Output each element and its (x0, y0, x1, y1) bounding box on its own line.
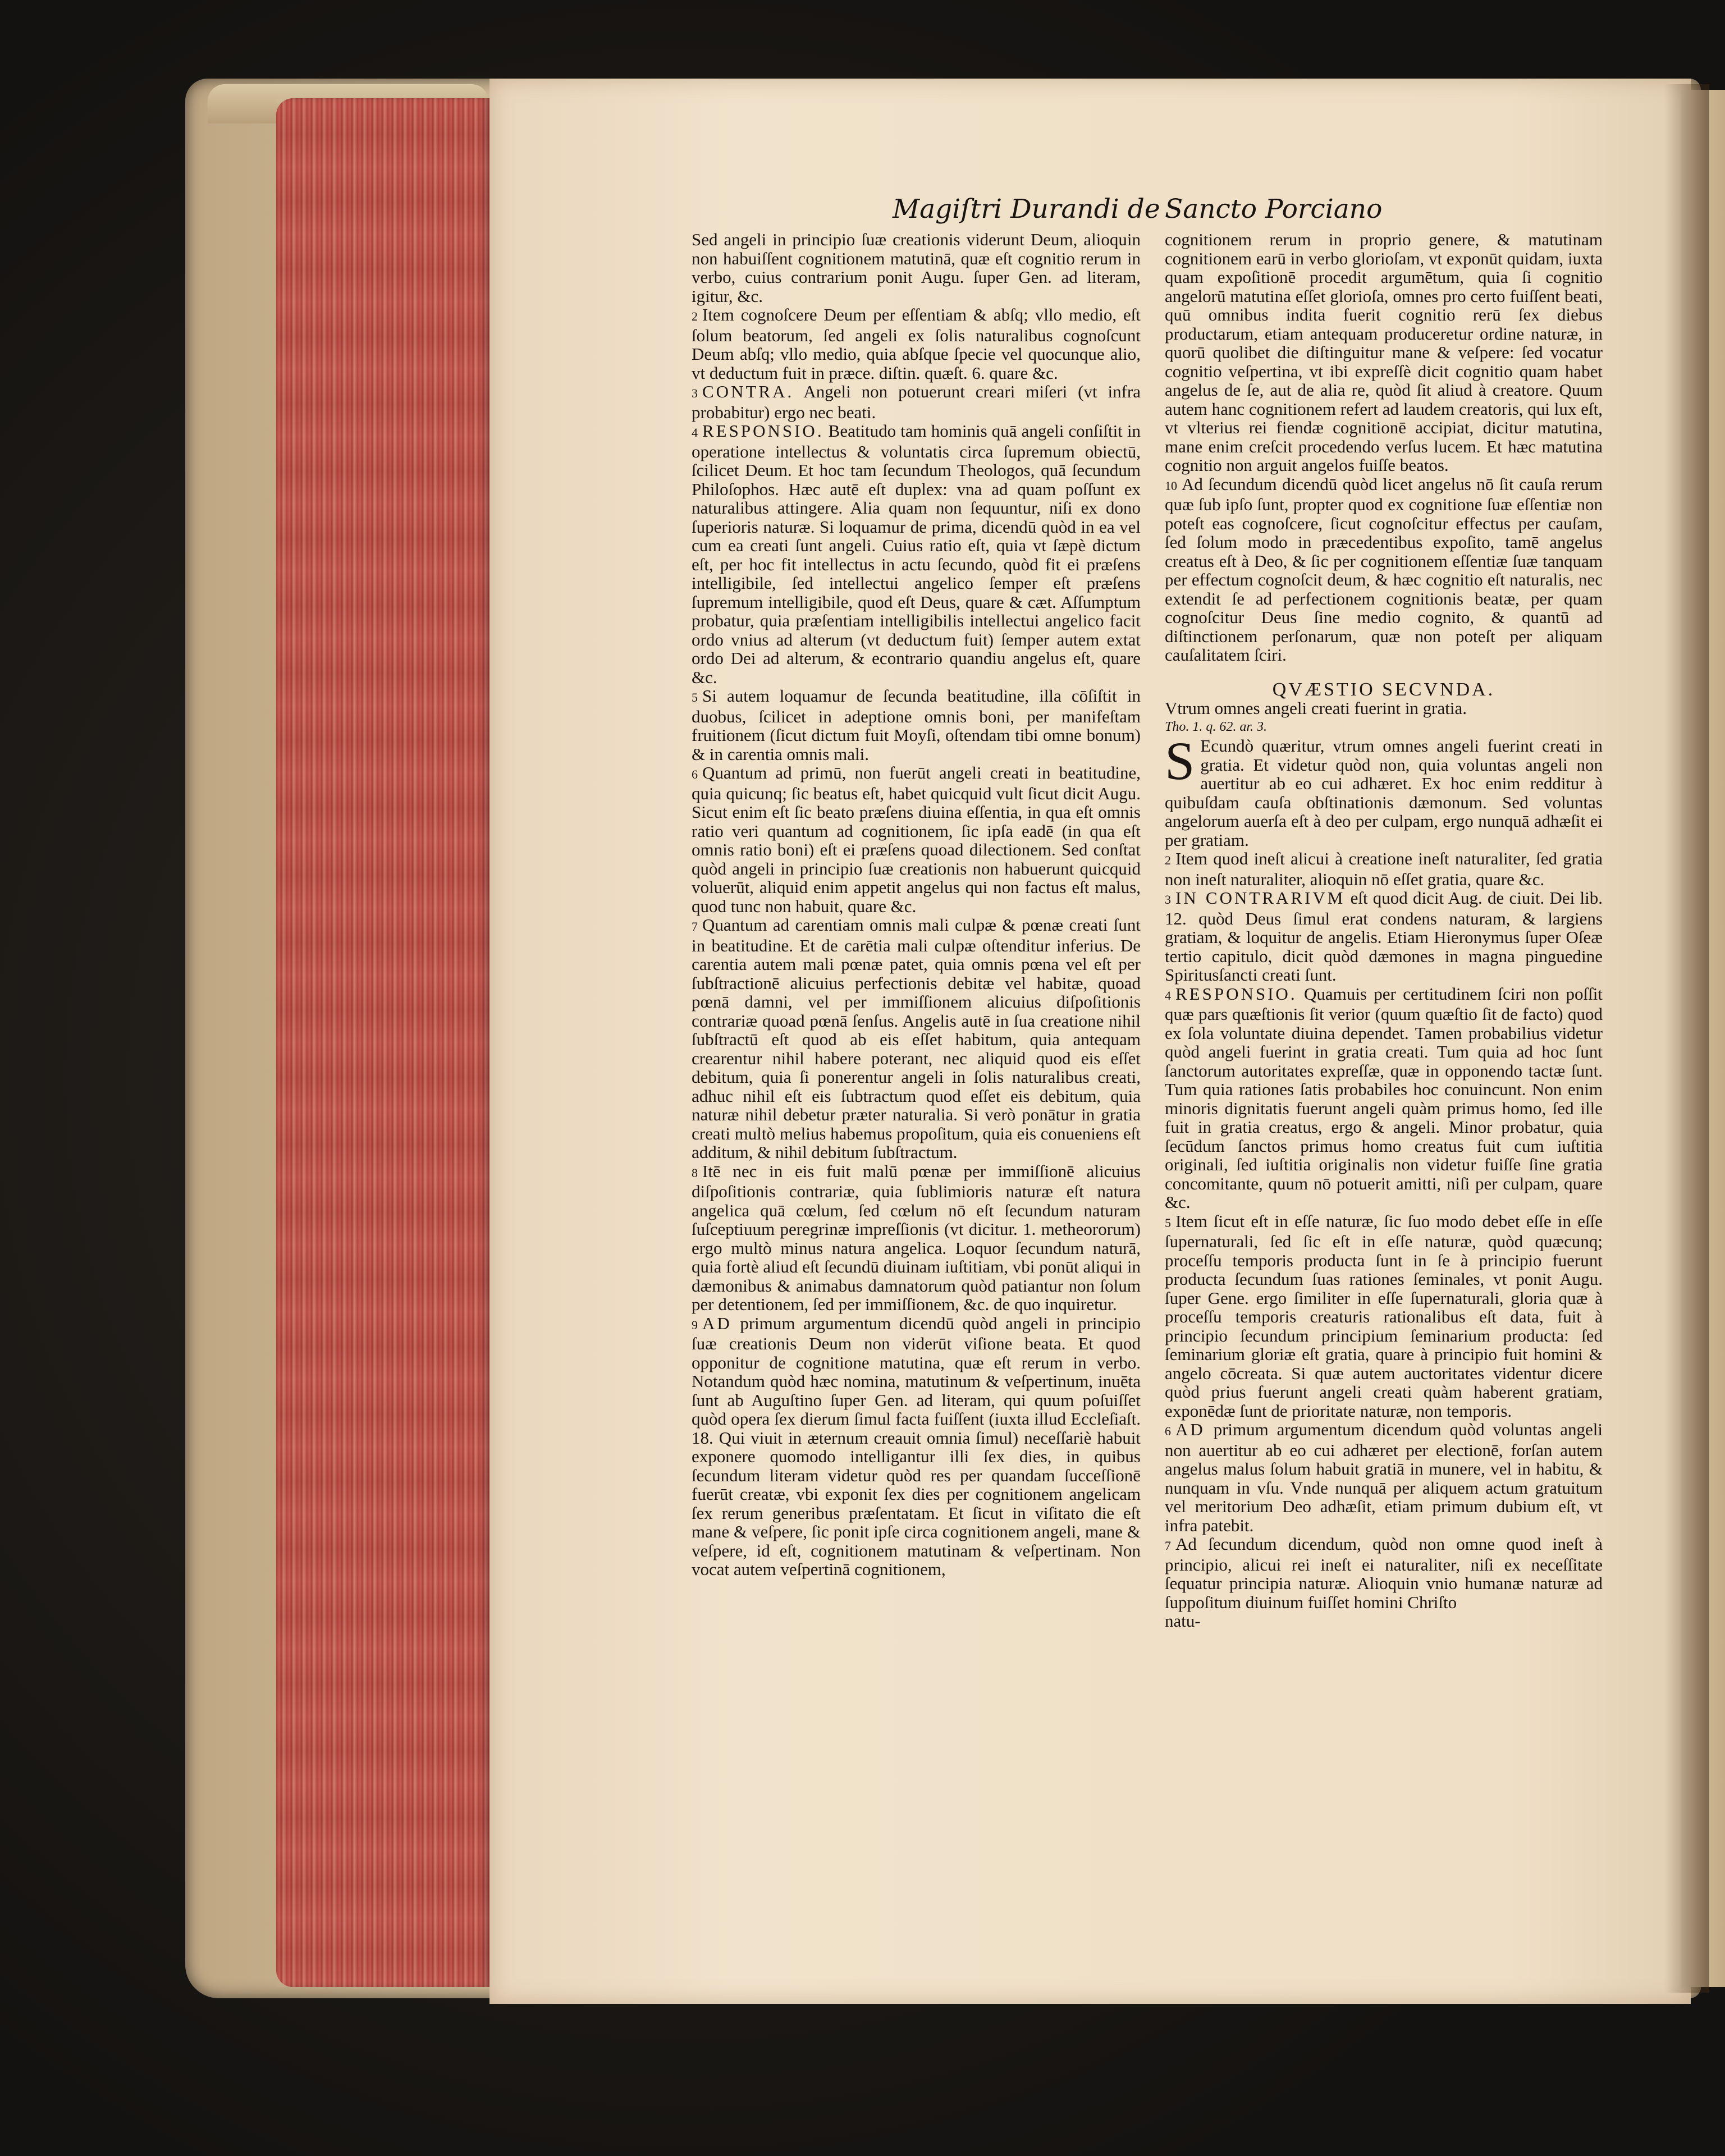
section-lead-word: CONTRA. (702, 382, 794, 401)
paragraph-number: 7 (1165, 1539, 1171, 1553)
paragraph (692, 1162, 1141, 1314)
paragraph-text: Item quod ineſt alicui à creatione ineſt naturaliter, ſed gratia non ineſt naturaliter, alioquin nō eſſet gratia, quare &c. (1165, 849, 1603, 889)
paragraph-number: 8 (692, 1165, 698, 1180)
paragraph-text: Quantum ad primū, non fuerūt angeli creati in beatitudine, quia quicunq; ſic beatus eſt, habet quicquid vult ſicut dicit Augu. Sicut enim eſt ſic beato præſens diuina eſſentia, in qua eſt omnis ratio veri quantum ad cognitionem, ſic ipſa eadē (in qua eſt omnis ratio boni) eſt ei præſens quoad dilectionem. Sed conſtat quòd angeli in principio ſuæ creationis non habuerunt quicquid voluerūt, aliquid enim appetit angelus qui non factus eſt malus, quod tunc non habuit, quare &c. (692, 763, 1141, 916)
paragraph (692, 1314, 1141, 1579)
right-column-continuation (1165, 230, 1603, 665)
faded-marginalia (595, 460, 679, 528)
drop-capital: S (1165, 731, 1195, 791)
paragraph-text: primum argumentum dicendum quòd voluntas angeli non auertitur ab eo cui adhæret per electionē, forſan autem angelus malus ſolum habuit gratiā in munere, vel in habitu, & nunquam in vſu. Vnde nunquā per aliquem actum gratuitum vel meritorium Deo adhæſit, etiam primum dubium eſt, vt infra patebit. (1165, 1420, 1603, 1535)
question-reference: Tho. 1. q. 62. ar. 3. (1165, 719, 1268, 734)
paragraph (1165, 985, 1603, 1212)
paragraph-text: Sed angeli in principio ſuæ creationis viderunt Deum, alioquin non habuiſſent cognitionem matutinā, quæ eſt cognitio rerum in verbo, cuius contrarium ponit Augu. ſuper Gen. ad literam, igitur, &c. (692, 230, 1141, 306)
paragraph-text: Item cognoſcere Deum per eſſentiam & abſq; vllo medio, eſt ſolum beatorum, ſed angeli ex ſolis naturalibus cognoſcunt Deum abſq; vllo medio, quia abſque ſpecie vel quocunque alio, vt deductum fuit in præce. diſtin. quæſt. 6. quare &c. (692, 305, 1141, 383)
paragraph-text: Ad ſecundum dicendum, quòd non omne quod ineſt à principio, alicui rei ineſt ei naturaliter, niſi ex neceſſitate ſequatur principia naturæ. Alioquin vnio humanæ naturæ ad ſuppoſitum diuinum fuiſſet homini Chriſto (1165, 1534, 1603, 1612)
paragraph-text: Quantum ad carentiam omnis mali culpæ & pœnæ creati ſunt in beatitudine. Et de carētia mali culpæ oſtenditur inferius. De carentia autem mali pœnæ patet, quia omnis pœna vel eſt per ſubſtractionē alicuius perfectionis debitæ vel habitæ, quoad pœnā damni, vel per immiſſionem alicuius diſpoſitionis contrariæ quoad pœnā ſenſus. Angelis autē in ſua creatione nihil ſubſtractū eſt quod ab eis eſſet habitum, quia antequam crearentur nihil habere poterant, nec aliquid quod eis eſſet debitum, quia ſi ponerentur angeli in ſolis naturalibus creati, adhuc nihil eſt eis ſubtractum quod eſſet eis debitum, quia naturæ nihil debetur præter naturalia. Si verò ponātur in gratia creati multò melius habemus propoſitum, quia eis conueniens eſt additum, & nihil debitum ſubſtractum. (692, 915, 1141, 1162)
paragraph-number: 5 (1165, 1215, 1171, 1230)
paragraph (1165, 230, 1603, 475)
paragraph (1165, 1535, 1603, 1612)
section-lead-word: RESPONSIO. (1175, 983, 1297, 1004)
paragraph-number: 7 (692, 919, 698, 933)
section-lead-word: AD (702, 1313, 732, 1333)
paragraph (692, 686, 1141, 763)
paragraph-number: 4 (1165, 988, 1171, 1003)
catchword: natu- (1165, 1611, 1201, 1631)
paragraph-text: Itē nec in eis fuit malū pœnæ per immiſſionē alicuius diſpoſitionis contrariæ, quia ſublimioris naturæ eſt natura angelica quā cœlum, ſed cœlum nō eſt ſecundum naturam ſuſceptiuum peregrinæ impreſſionis (vt dicitur. 1. metheororum) ergo multò minus natura angelica. Loquor ſecundum naturā, quia fortè aliud eſt ſecundū diuinam iuſtitiam, vbi ponūt aliqui in dæmonibus & animabus damnatorum quòd patiantur non ſolum per detentionem, ſed per immiſſionem, &c. de quo inquiretur. (692, 1161, 1141, 1314)
right-column-articles (1165, 849, 1603, 1612)
paragraph (1165, 849, 1603, 889)
paragraph-number: 2 (692, 309, 698, 323)
paragraph (692, 763, 1141, 916)
paragraph (1165, 475, 1603, 665)
red-page-edges (276, 98, 489, 1987)
paragraph-number: 10 (1165, 478, 1177, 493)
gutter-shadow (1664, 84, 1709, 1993)
paragraph-text: eſt quod dicit Aug. de ciuit. Dei lib. 12. quòd Deus ſimul erat condens naturam, & largiens gratiam, & loquitur de angelis. Etiam Hieronymus ſuper Oſeæ tertio capitulo, dicit quòd dæmones in magna pinguedine Spiritusſancti creati ſunt. (1165, 888, 1603, 985)
question-opening-paragraph (1165, 731, 1603, 850)
paragraph-number: 4 (692, 425, 698, 440)
paragraph (1165, 1212, 1603, 1421)
opening-text: Ecundò quæritur, vtrum omnes angeli fuerint creati in gratia. Et videtur quòd non, quia voluntas angeli non auertitur ab eo cui adhæret. Ex hoc enim redditur à quibuſdam cauſa obſtinationis dæmonum. Sed voluntas angelorum auerſa eſt à deo per culpam, ergo nunquā adhæſit ei per gratiam. (1165, 736, 1603, 850)
paragraph (692, 382, 1141, 422)
paragraph-text: Quamuis per certitudinem ſciri non poſſit quæ pars quæſtionis ſit verior (quum quæſtio ſit de facto) quod ex ſola voluntate diuina dependet. Tamen probabilius videtur quòd angeli fuerint in gratia creati. Tum quia ad hoc ſunt ſanctorum autoritates expreſſæ, quæ in opponendo tactæ ſunt. Tum quia rationes ſatis probabiles hoc conuincunt. Non enim minoris dignitatis fuerunt angeli quàm primus homo, ſed ille fuit in gratia creatus, ergo & angeli. Minor probatur, quia ſecūdum ſanctos primus homo creatus fuit cum iuſtitia originali, ſed iuſtitia originalis non videtur fuiſſe ſine gratia concomitante, quum nō potuerit amitti, niſi per culpam, quare &c. (1165, 983, 1603, 1212)
paragraph-text: Si autem loquamur de ſecunda beatitudine, illa cōſiſtit in duobus, ſcilicet in adeptione omnis boni, per manifeſtam fruitionem (ſicut dictum fuit Moyſi, oſtendam tibi omne bonum) & in carentia omnis mali. (692, 686, 1141, 764)
paragraph (692, 422, 1141, 686)
section-lead-word: AD (1175, 1420, 1205, 1439)
paragraph-number: 5 (692, 690, 698, 704)
paragraph (692, 305, 1141, 382)
paragraph-text: Angeli non potuerunt creari miſeri (vt infra probabitur) ergo nec beati. (692, 382, 1141, 422)
section-lead-word: RESPONSIO. (702, 421, 824, 441)
paragraph-text: cognitionem rerum in proprio genere, & matutinam cognitionem earū in verbo glorioſam, vt exponūt quidam, iuxta quam expoſitionē procedit argumētum, quia ſi cognitio angelorū matutina eſſet glorioſa, omnes pro certo fuiſſent beati, quū omnibus indita fuerit cognitio rerū ſex diebus productarum, etiam antequam produceretur ordine naturæ, in quorū quolibet die diſtinguitur mane & veſpere: ſed vocatur cognitio veſpertina, vt ibi expreſſè dicit cognitio quam habet angelus de ſe, aut de alia re, quòd ſit aliud à creatore. Quum autem hanc cognitionem refert ad laudem creatoris, qui lux eſt, vt vlterius rei fiendæ cognitionē accipiat, dicitur matutina, mane enim creſcit procedendo verſus lucem. Et hæc matutina cognitio non arguit angelos fuiſſe beatos. (1165, 230, 1603, 475)
paragraph-number: 6 (692, 767, 698, 781)
question-subtitle: Vtrum omnes angeli creati fuerint in gratia. (1165, 698, 1467, 718)
paragraph-text: primum argumentum dicendū quòd angeli in principio ſuæ creationis Deum non viderūt viſione beata. Et quod opponitur de cognitione matutina, quæ eſt rerum in verbo. Notandum quòd hæc nomina, matutinum & veſpertinum, inuēta ſunt ab Auguſtino ſuper Gen. ad literam, qui quum poſuiſſet quòd opera ſex dierum ſimul facta fuiſſent (iuxta illud Eccleſiaſt. 18. Qui viuit in æternum creauit omnia ſimul) neceſſariè habuit exponere quomodo intelligantur illi ſex dies, in quibus ſecundum literam videtur quòd res per quandam ſucceſſionē fuerūt creatæ, vbi exponit ſex dies per cognitionem angelicam ſex rerum generibus præſentatam. Et ſicut in viſitato die eſt mane & veſpere, ſic ponit ipſe circa cognitionem angeli, mane & veſpere, id eſt, cognitionem matutinam & veſpertinam. Non vocat autem veſpertinā cognitionem, (692, 1313, 1141, 1579)
paragraph-number: 9 (692, 1317, 698, 1332)
paragraph-text: Ad ſecundum dicendū quòd licet angelus nō ſit cauſa rerum quæ ſub ipſo ſunt, propter quod ex cognitione ſuæ eſſentiæ non poteſt eas cognoſcere, ſicut cognoſcitur effectus per cauſam, ſed ſolum modo in præcedentibus expoſito, tamē angelus creatus eſt à Deo, & ſic per cognitionem eſſentiæ ſuæ tanquam per effectum cognoſcit deum, & hæc cognitio eſt naturalis, nec extendit ſe ad perfectionem cognitionis beatæ, per quam cognoſcitur Deus ſine medio cognito, & quantū ad diſtinctionem perſonarum, quæ non poteſt per aliquam cauſalitatem ſciri. (1165, 474, 1603, 665)
show-through-ink (519, 208, 648, 354)
paragraph-text: Beatitudo tam hominis quā angeli conſiſtit in operatione intellectus & voluntatis circa ſupremum obiectū, ſcilicet Deum. Et hoc tam ſecundum Theologos, quā ſecundum Philoſophos. Hæc autē eſt duplex: vna ad quam poſſunt ex naturalibus attingere. Alia quam non ſequuntur, niſi ex dono ſuperioris naturæ. Si loquamur de prima, dicendū quòd in ea vel cum ea creati ſunt angeli. Cuius ratio eſt, quia vt ſæpè dictum eſt, per hoc fit intellectus in actu ſecundo, quòd fit ei præſens intelligibile, ſed intellectui angelico ſemper eſt præſens ſupremum intelligibile, quod eſt Deus, quare & cæt. Aſſumptum probatur, quia præſentiam intelligibilis intellectui angelico facit ordo vnius ad alterum (vt deductum fuit) ſemper autem extat ordo Dei ad alterum, & econtrario quandiu angelus eſt, quare &c. (692, 421, 1141, 687)
paragraph-text: Item ſicut eſt in eſſe naturæ, ſic ſuo modo debet eſſe in eſſe ſupernaturali, ſed ſic eſt in eſſe naturæ, quòd quæcunq; proceſſu temporis producta ſunt in ſe à principio fuerunt producta ſecundum ſuas rationes ſeminales, vt ponit Augu. ſuper Gene. ergo ſimiliter in eſſe ſupernaturali, gloria quæ à proceſſu temporis creaturis rationalibus eſt data, fuit à principio ſecundum principium ſeminarium producta: ſed ſeminarium gloriæ eſt gratia, quare à principio fuit homini & angelo cōcreata. Si quæ autem auctoritates videntur dicere quòd prius fuerunt angeli creati quàm haberent gratiam, exponēdæ ſunt de prioritate naturæ, non temporis. (1165, 1211, 1603, 1421)
section-lead-word: IN CONTRARIVM (1175, 888, 1346, 908)
paragraph (692, 916, 1141, 1162)
left-text-column (692, 230, 1141, 1579)
paragraph-number: 3 (692, 386, 698, 400)
running-head-left: Magiſtri Durandi de (893, 194, 1160, 225)
right-text-column (1165, 230, 1603, 1631)
paragraph-number: 2 (1165, 853, 1171, 867)
running-head-right: Sancto Porciano (1165, 194, 1383, 225)
paragraph (692, 230, 1141, 305)
paragraph (1165, 889, 1603, 985)
paragraph (1165, 1420, 1603, 1535)
question-title: QVÆSTIO SECVNDA. (1272, 679, 1495, 700)
paragraph-number: 3 (1165, 892, 1171, 907)
paragraph-number: 6 (1165, 1424, 1171, 1438)
